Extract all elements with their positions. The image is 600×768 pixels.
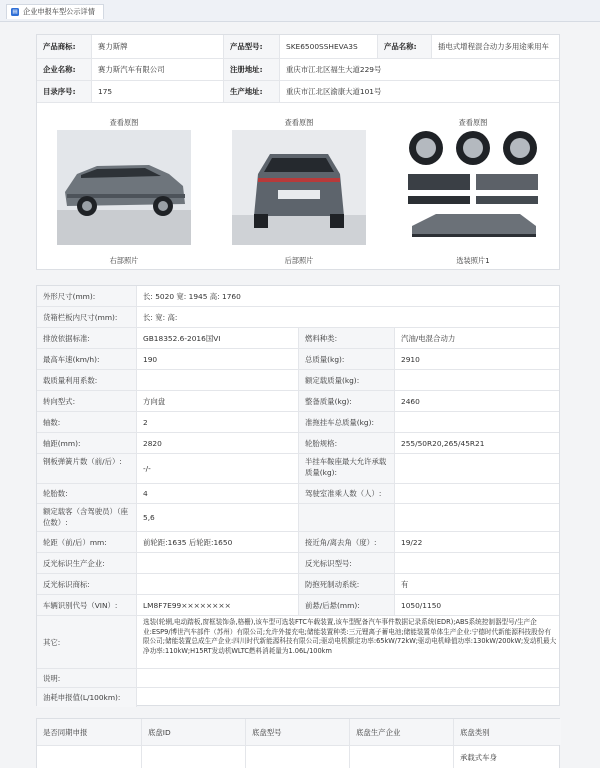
chassis-header: 底盘ID: [141, 719, 245, 745]
reflect-mfr-value: [136, 553, 298, 573]
photo-rear-block: [224, 118, 374, 266]
photo-rear[interactable]: [232, 130, 366, 245]
desc-label: 说明:: [37, 669, 136, 687]
seats-label: 额定载客（含驾驶员）（座位数）:: [37, 504, 136, 531]
saddle-value: [394, 454, 561, 483]
other-label: 其它:: [37, 616, 136, 668]
tire-count-label: 轮胎数:: [37, 484, 136, 503]
spec-row: [37, 532, 559, 553]
window-tabbar: [0, 0, 600, 22]
cargo-label: 货箱栏板内尺寸(mm):: [37, 307, 136, 327]
spec-row: [37, 349, 559, 370]
spec-row-dims: [37, 286, 559, 307]
blank-label: [298, 504, 394, 531]
fuel-test-label: 油耗申报值(L/100km):: [37, 688, 136, 707]
photo-option-caption: 选装照片1: [456, 256, 490, 265]
basic-row-1: [37, 35, 559, 59]
emission-label: 排放依据标准:: [37, 328, 136, 348]
abs-label: 防抱死制动系统:: [298, 574, 394, 594]
basic-info-panel: [36, 34, 560, 270]
reg-addr-value: 重庆市江北区福生大道229号: [279, 59, 561, 80]
cargo-value: 长: 宽: 高:: [136, 307, 561, 327]
chassis-header: 底盘类别: [453, 719, 561, 745]
cab-seats-value: [394, 484, 561, 503]
spec-row-other: [37, 616, 559, 669]
load-util-label: 载质量利用系数:: [37, 370, 136, 390]
axles-value: 2: [136, 412, 298, 432]
tab-title: 企业申报车型公示详情: [23, 7, 95, 16]
reflect-mfr-label: 反光标识生产企业:: [37, 553, 136, 573]
company-label: 企业名称:: [37, 59, 91, 80]
page-icon: ▤: [12, 9, 18, 15]
emission-value: GB18352.6-2016国VI: [136, 328, 298, 348]
spec-row: [37, 574, 559, 595]
catalog-value: 175: [91, 81, 223, 102]
prod-addr-label: 生产地址:: [223, 81, 279, 102]
angles-label: 接近角/离去角（度）:: [298, 532, 394, 552]
chassis-panel: [36, 718, 560, 768]
other-value: 选装(轮辋,电动踏板,窗框装饰条,格栅),该车型可选装FTC车载装置,该车型配备汽车事件数据记录系统(EDR);ABS系统控制器型号/生产企业:ESP9/博世汽车部件（苏州）有限公司;允许外接充电;储能装置种类:三元锂离子蓄电池;储能装置单体生产企业:宁德时代新能源科技股份有限公司;储能装置总成生产企业:四川时代新能源科技有限公司;驱动电机额定功率:65kW/72kW;驱动电机峰值功率:130kW/200kW;发动机最大净功率:110kW;H15RT发动机WLTC燃料消耗量为1.06L/100km: [136, 616, 561, 668]
photo-right-caption: 右部照片: [109, 256, 139, 265]
desc-value: [136, 669, 561, 687]
brand-value: 赛力斯牌: [91, 35, 223, 58]
spec-row: [37, 553, 559, 574]
chassis-cell: [37, 746, 141, 768]
product-name-label: 产品名称:: [377, 35, 431, 58]
basic-row-3: [37, 81, 559, 103]
chassis-header-row: [37, 719, 559, 746]
chassis-header: 是否同期申报: [37, 719, 141, 745]
load-util-value: [136, 370, 298, 390]
abs-value: 有: [394, 574, 561, 594]
tire-count-value: 4: [136, 484, 298, 503]
dims-label: 外形尺寸(mm):: [37, 286, 136, 306]
chassis-cell: 承载式车身: [453, 746, 561, 768]
spec-row: [37, 484, 559, 504]
chassis-cell: [141, 746, 245, 768]
spring-label: 钢板弹簧片数（前/后）:: [37, 454, 136, 483]
curb-mass-label: 整备质量(kg):: [298, 391, 394, 411]
spec-row: [37, 454, 559, 484]
photo-option-block: [398, 118, 548, 266]
total-mass-value: 2910: [394, 349, 561, 369]
trailer-mass-label: 准拖挂车总质量(kg):: [298, 412, 394, 432]
fuel-value: 汽油/电混合动力: [394, 328, 561, 348]
speed-label: 最高车速(km/h):: [37, 349, 136, 369]
speed-value: 190: [136, 349, 298, 369]
photo-right[interactable]: [57, 130, 191, 245]
reflect-model-value: [394, 553, 561, 573]
tab-detail[interactable]: [6, 4, 104, 19]
brand-label: 产品商标:: [37, 35, 91, 58]
chassis-cell: [245, 746, 349, 768]
steering-label: 转向型式:: [37, 391, 136, 411]
spec-row: [37, 433, 559, 454]
chassis-cell: [349, 746, 453, 768]
spec-row: [37, 370, 559, 391]
spec-row-desc: [37, 669, 559, 688]
chassis-header: 底盘型号: [245, 719, 349, 745]
tire-label: 轮胎规格:: [298, 433, 394, 453]
basic-row-2: [37, 59, 559, 81]
fuel-test-value: [136, 688, 561, 707]
vin-label: 车辆识别代号（VIN）:: [37, 595, 136, 615]
track-value: 前轮距:1635 后轮距:1650: [136, 532, 298, 552]
steering-value: 方向盘: [136, 391, 298, 411]
view-original-link[interactable]: 查看原图: [109, 118, 139, 127]
fuel-label: 燃料种类:: [298, 328, 394, 348]
product-name-value: 插电式增程混合动力多用途乘用车: [431, 35, 561, 58]
model-value: SKE6500SSHEVA3S: [279, 35, 377, 58]
trailer-mass-value: [394, 412, 561, 432]
saddle-label: 半挂车鞍座最大允许承载质量(kg):: [298, 454, 394, 483]
rated-load-value: [394, 370, 561, 390]
photo-option[interactable]: [406, 130, 540, 245]
seats-value: 5,6: [136, 504, 298, 531]
spec-row-fuel-test: [37, 688, 559, 707]
spec-row-cargo: [37, 307, 559, 328]
overhang-value: 1050/1150: [394, 595, 561, 615]
spring-value: -/-: [136, 454, 298, 483]
angles-value: 19/22: [394, 532, 561, 552]
model-label: 产品型号:: [223, 35, 279, 58]
spec-row: [37, 412, 559, 433]
prod-addr-value: 重庆市江北区渝康大道101号: [279, 81, 561, 102]
catalog-label: 目录序号:: [37, 81, 91, 102]
reflect-brand-value: [136, 574, 298, 594]
rated-load-label: 额定载质量(kg):: [298, 370, 394, 390]
spec-row: [37, 595, 559, 616]
tire-value: 255/50R20,265/45R21: [394, 433, 561, 453]
company-value: 赛力斯汽车有限公司: [91, 59, 223, 80]
view-original-link[interactable]: 查看原图: [458, 118, 488, 127]
wheelbase-value: 2820: [136, 433, 298, 453]
photo-rear-caption: 后部照片: [284, 256, 314, 265]
wheelbase-label: 轴距(mm):: [37, 433, 136, 453]
curb-mass-value: 2460: [394, 391, 561, 411]
spec-row: [37, 391, 559, 412]
reflect-brand-label: 反光标识商标:: [37, 574, 136, 594]
axles-label: 轴数:: [37, 412, 136, 432]
reflect-model-label: 反光标识型号:: [298, 553, 394, 573]
overhang-label: 前悬/后悬(mm):: [298, 595, 394, 615]
dims-value: 长: 5020 宽: 1945 高: 1760: [136, 286, 561, 306]
view-original-link[interactable]: 查看原图: [284, 118, 314, 127]
blank-value: [394, 504, 561, 531]
table-row: [37, 746, 559, 768]
spec-row: [37, 504, 559, 532]
reg-addr-label: 注册地址:: [223, 59, 279, 80]
chassis-header: 底盘生产企业: [349, 719, 453, 745]
spec-panel: [36, 285, 560, 706]
track-label: 轮距（前/后）mm:: [37, 532, 136, 552]
vin-value: LM8F7E99××××××××: [136, 595, 298, 615]
spec-row: [37, 328, 559, 349]
cab-seats-label: 驾驶室准乘人数（人）:: [298, 484, 394, 503]
photo-right-block: [49, 118, 199, 266]
total-mass-label: 总质量(kg):: [298, 349, 394, 369]
